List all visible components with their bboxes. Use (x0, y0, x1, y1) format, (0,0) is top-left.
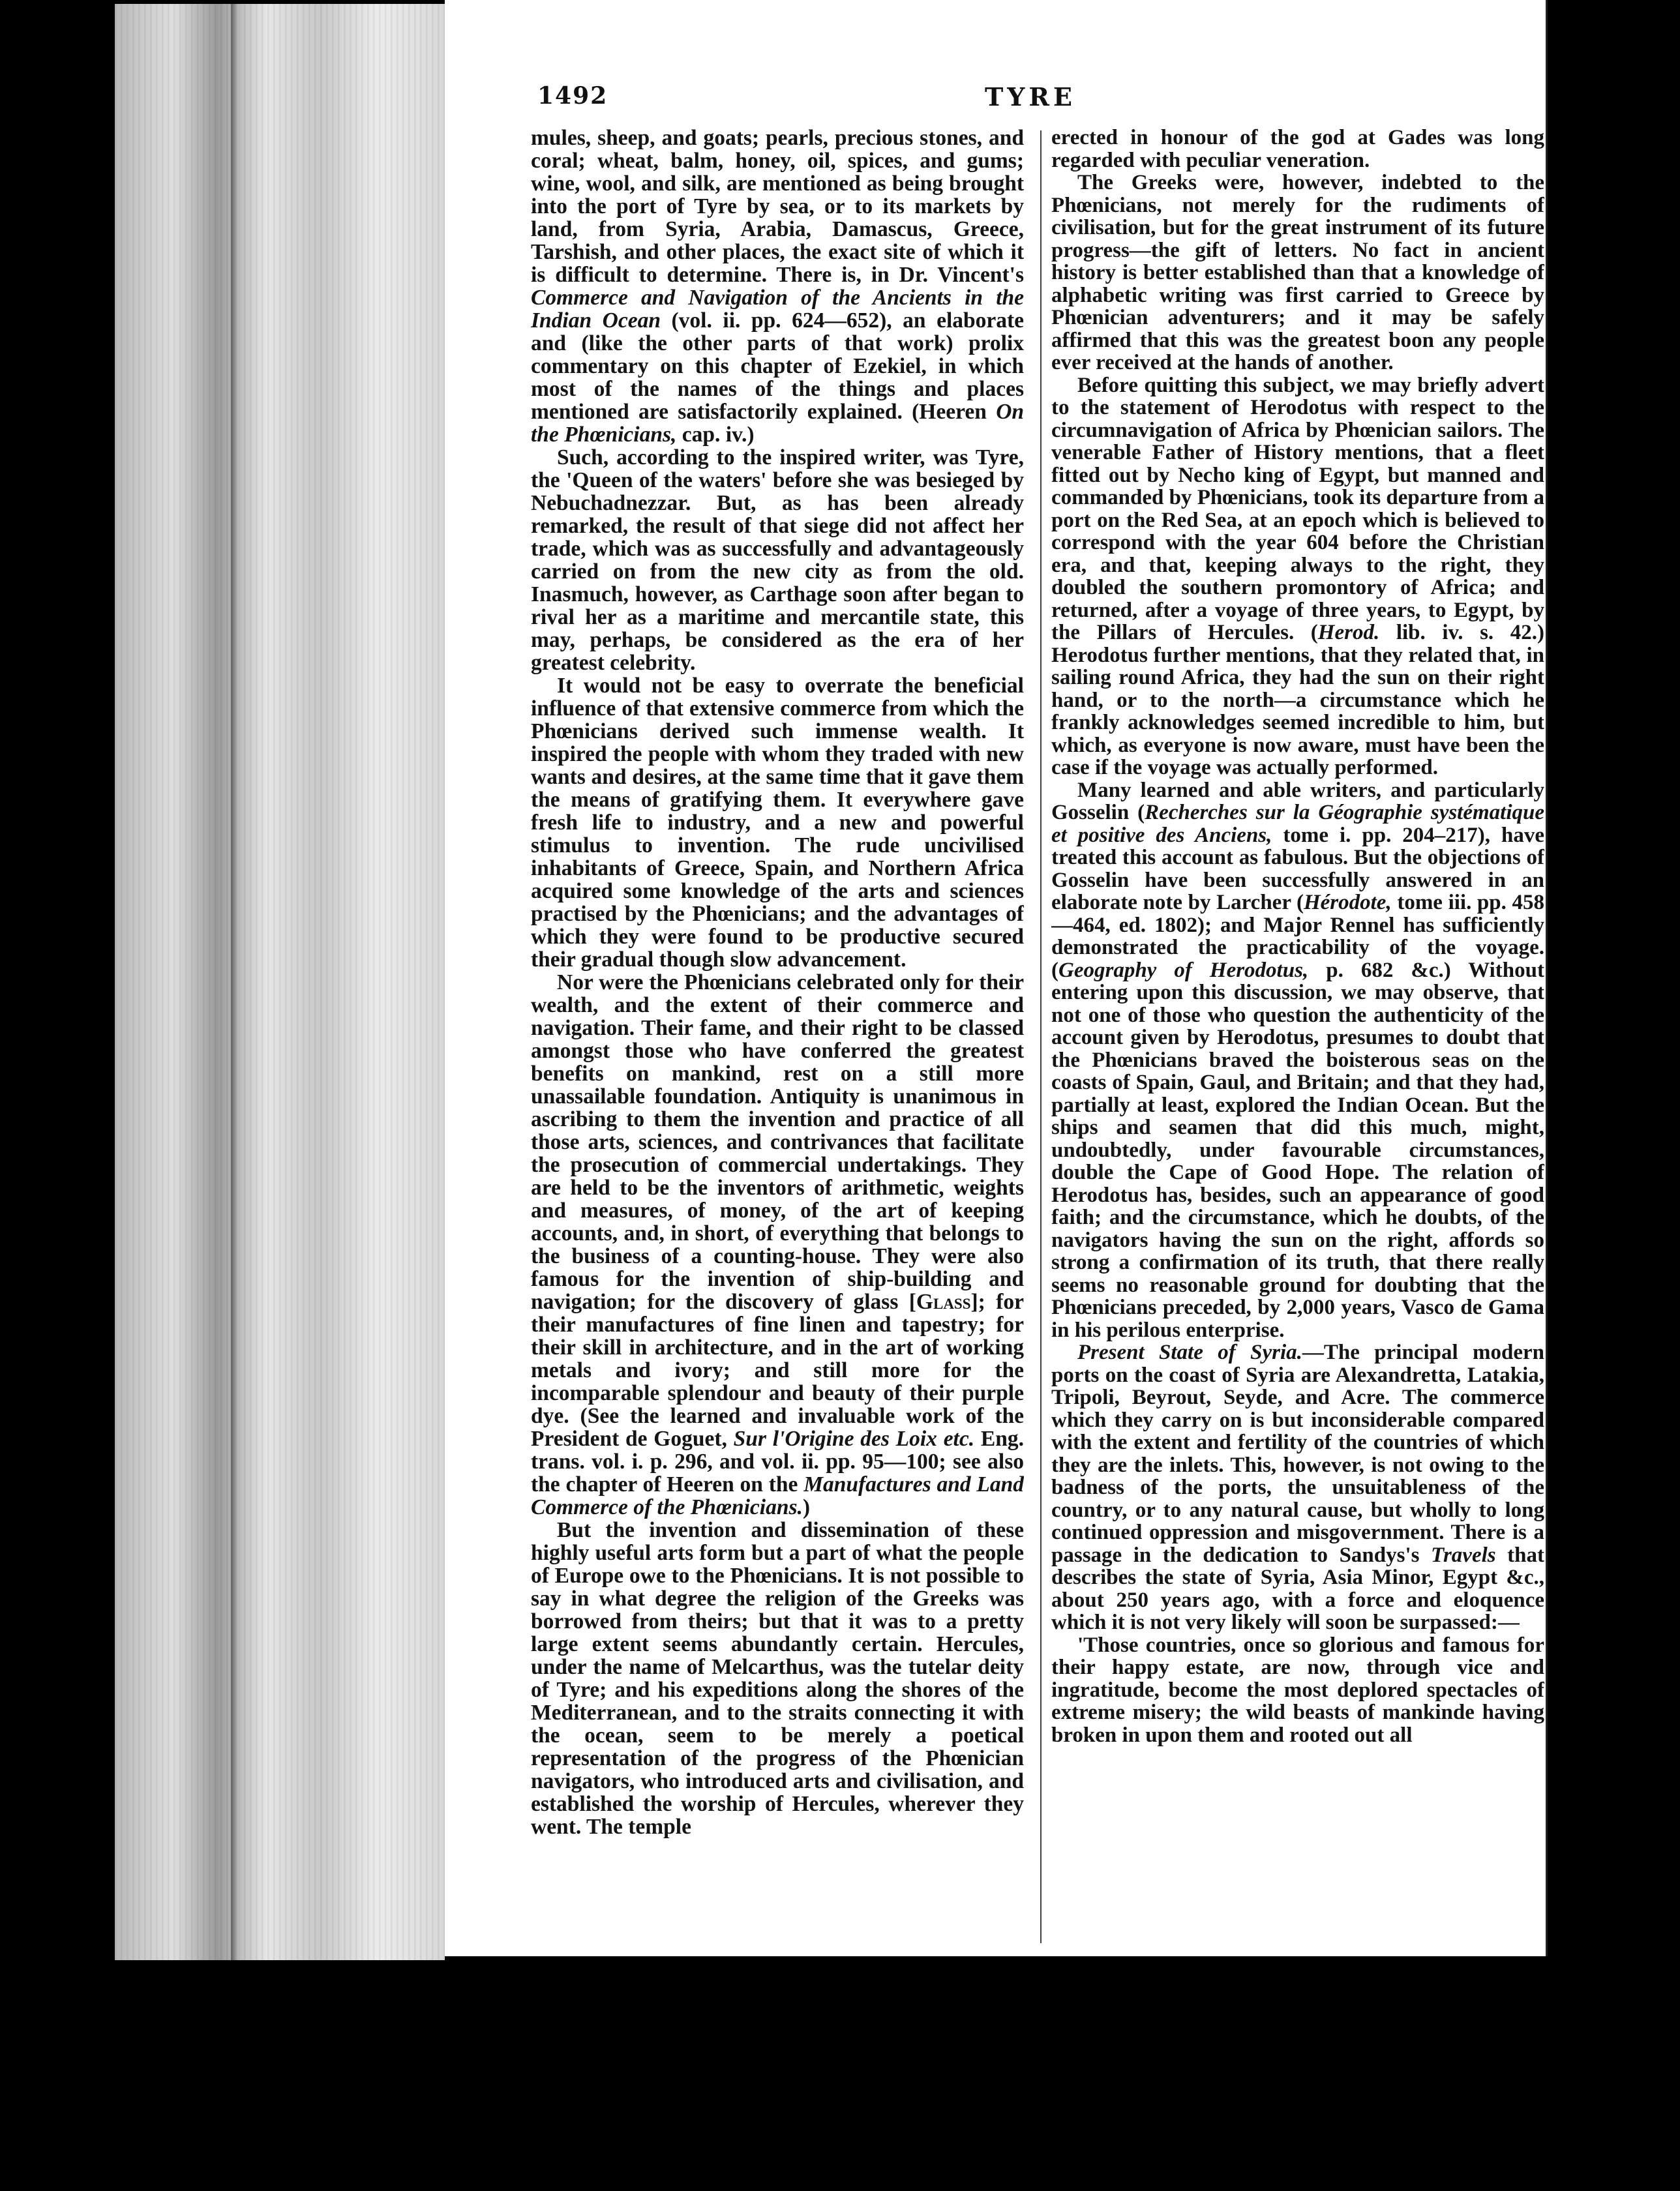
paragraph: Nor were the Phœnicians celebrated only for their wealth, and the extent of their commerce and navigation. Their fame, and their right to be classed amongst those who have conferred the greatest benefits on mankind, rest on a still more unassailable foundation. Antiquity is unanimous in ascribing to them the invention and practice of all those arts, sciences, and contrivances that facilitate the prosecution of commercial undertakings. They are held to be the inventors of arithmetic, weights and measures, of money, of the art of keeping accounts, and, in short, of everything that belongs to the business of a counting-house. They were also famous for the invention of ship-building and navigation; for the discovery of glass [Glass]; for their manufactures of fine linen and tapestry; for their skill in architecture, and in the art of working metals and ivory; and still more for the incomparable splendour and beauty of their purple dye. (See the learned and invaluable work of the President de Goguet, Sur l'Origine des Loix etc. Eng. trans. vol. i. p. 296, and vol. ii. pp. 95—100; see also the chapter of Heeren on the Manufactures and Land Commerce of the Phœnicians.) (531, 970, 1024, 1519)
paragraph: Many learned and able writers, and particularly Gosselin (Recherches sur la Géographie systématique et positive des Anciens, tome i. pp. 204–217), have treated this account as fabulous. But the objections of Gosselin have been successfully answered in an elaborate note by Larcher (Hérodote, tome iii. pp. 458—464, ed. 1802); and Major Rennel has sufficiently demonstrated the practicability of the voyage. (Geography of Herodotus, p. 682 &c.) Without entering upon this discussion, we may observe, that not one of those who question the authenticity of the account given by Herodotus, presumes to doubt that the Phœnicians braved the boisterous seas on the coasts of Spain, Gaul, and Britain; and that they had, partially at least, explored the Indian Ocean. But the ships and seamen that did this much, might, undoubtedly, under favourable circumstances, double the Cape of Good Hope. The relation of Herodotus has, besides, such an appearance of good faith; and the circumstance, which he doubts, of the navigators having the sun on the right, affords so strong a confirmation of its truth, that there really seems no reasonable ground for doubting that the Phœnicians preceded, by 2,000 years, Vasco de Gama in his perilous enterprise. (1051, 778, 1544, 1342)
page-header (537, 82, 1523, 121)
paragraph: But the invention and dissemination of these highly useful arts form but a part of what the people of Europe owe to the Phœnicians. It is not possible to say in what degree the religion of the Greeks was borrowed from theirs; but that it was to a pretty large extent seems abundantly certain. Hercules, under the name of Melcarthus, was the tutelar deity of Tyre; and his expeditions along the shores of the Mediterranean, and to the straits connecting it with the ocean, seem to be merely a poetical representation of the progress of the Phœnician navigators, who introduced arts and civilisation, and established the worship of Hercules, wherever they went. The temple (531, 1518, 1024, 1839)
paragraph: Before quitting this subject, we may briefly advert to the statement of Herodotus with respect to the circumnavigation of Africa by Phœnician sailors. The venerable Father of History mentions, that a fleet fitted out by Necho king of Egypt, but manned and commanded by Phœnicians, took its departure from a port on the Red Sea, at an epoch which is believed to correspond with the year 604 before the Christian era, and that, keeping always to the right, they doubled the southern promontory of Africa; and returned, after a voyage of three years, to Egypt, by the Pillars of Hercules. (Herod. lib. iv. s. 42.) Herodotus further mentions, that they related that, in sailing round Africa, they had the sun on their right hand, or to the north—a circumstance which he frankly acknowledges seemed incredible to him, but which, as everyone is now aware, must have been the case if the voyage was actually performed. (1051, 373, 1544, 779)
paragraph: erected in honour of the god at Gades was long regarded with peculiar veneration. (1051, 127, 1544, 172)
paragraph: mules, sheep, and goats; pearls, precious stones, and coral; wheat, balm, honey, oil, spices, and gums; wine, wool, and silk, are mentioned as being brought into the port of Tyre by sea, or to its markets by land, from Syria, Arabia, Damascus, Greece, Tarshish, and other places, the exact site of which it is difficult to determine. There is, in Dr. Vincent's Commerce and Navigation of the Ancients in the Indian Ocean (vol. ii. pp. 624—652), an elaborate and (like the other parts of that work) prolix commentary on this chapter of Ezekiel, in which most of the names of the things and places mentioned are satisfactorily explained. (Heeren On the Phœnicians, cap. iv.) (531, 127, 1024, 447)
left-column (531, 127, 1024, 1946)
paragraph: 'Those countries, once so glorious and famous for their happy estate, are now, through vice and ingratitude, become the most deplored spectacles of extreme misery; the wild beasts of mankinde having broken in upon them and rooted out all (1051, 1633, 1544, 1747)
running-title: TYRE (985, 82, 1076, 112)
page-number: 1492 (537, 82, 608, 110)
column-divider (1040, 130, 1042, 1943)
right-column (1051, 127, 1544, 1946)
paragraph: It would not be easy to overrate the beneficial influence of that extensive commerce from which the Phœnicians derived such immense wealth. It inspired the people with whom they traded with new wants and desires, at the same time that it gave them the means of gratifying them. It everywhere gave fresh life to industry, and a new and powerful stimulus to invention. The rude uncivilised inhabitants of Greece, Spain, and Northern Africa acquired some knowledge of the arts and sciences practised by the Phœnicians; and the advantages of which they were found to be productive secured their gradual though slow advancement. (531, 674, 1024, 972)
book-page (445, 0, 1548, 1956)
book-page-edges (115, 4, 445, 1960)
paragraph: Present State of Syria.—The principal modern ports on the coast of Syria are Alexandretta, Latakia, Tripoli, Beyrout, Seyde, and Acre. The commerce which they carry on is but inconsiderable compared with the extent and fertility of the countries of which they are the inlets. This, however, is not owing to the badness of the ports, the unsuitableness of the country, or to any natural cause, but wholly to long continued oppression and misgovernment. There is a passage in the dedication to Sandys's Travels that describes the state of Syria, Asia Minor, Egypt &c., about 250 years ago, with a force and eloquence which it is not very likely will soon be surpassed:— (1051, 1341, 1544, 1634)
paragraph: The Greeks were, however, indebted to the Phœnicians, not merely for the rudiments of civilisation, but for the great instrument of its future progress—the gift of letters. No fact in ancient history is better established than that a knowledge of alphabetic writing was first carried to Greece by Phœnician adventurers; and it may be safely affirmed that this was the greatest boon any people ever received at the hands of another. (1051, 171, 1544, 374)
paragraph: Such, according to the inspired writer, was Tyre, the 'Queen of the waters' before she was besieged by Nebuchadnezzar. But, as has been already remarked, the result of that siege did not affect her trade, which was as successfully and advantageously carried on from the new city as from the old. Inasmuch, however, as Carthage soon after began to rival her as a maritime and mercantile state, this may, perhaps, be considered as the era of her greatest celebrity. (531, 445, 1024, 675)
